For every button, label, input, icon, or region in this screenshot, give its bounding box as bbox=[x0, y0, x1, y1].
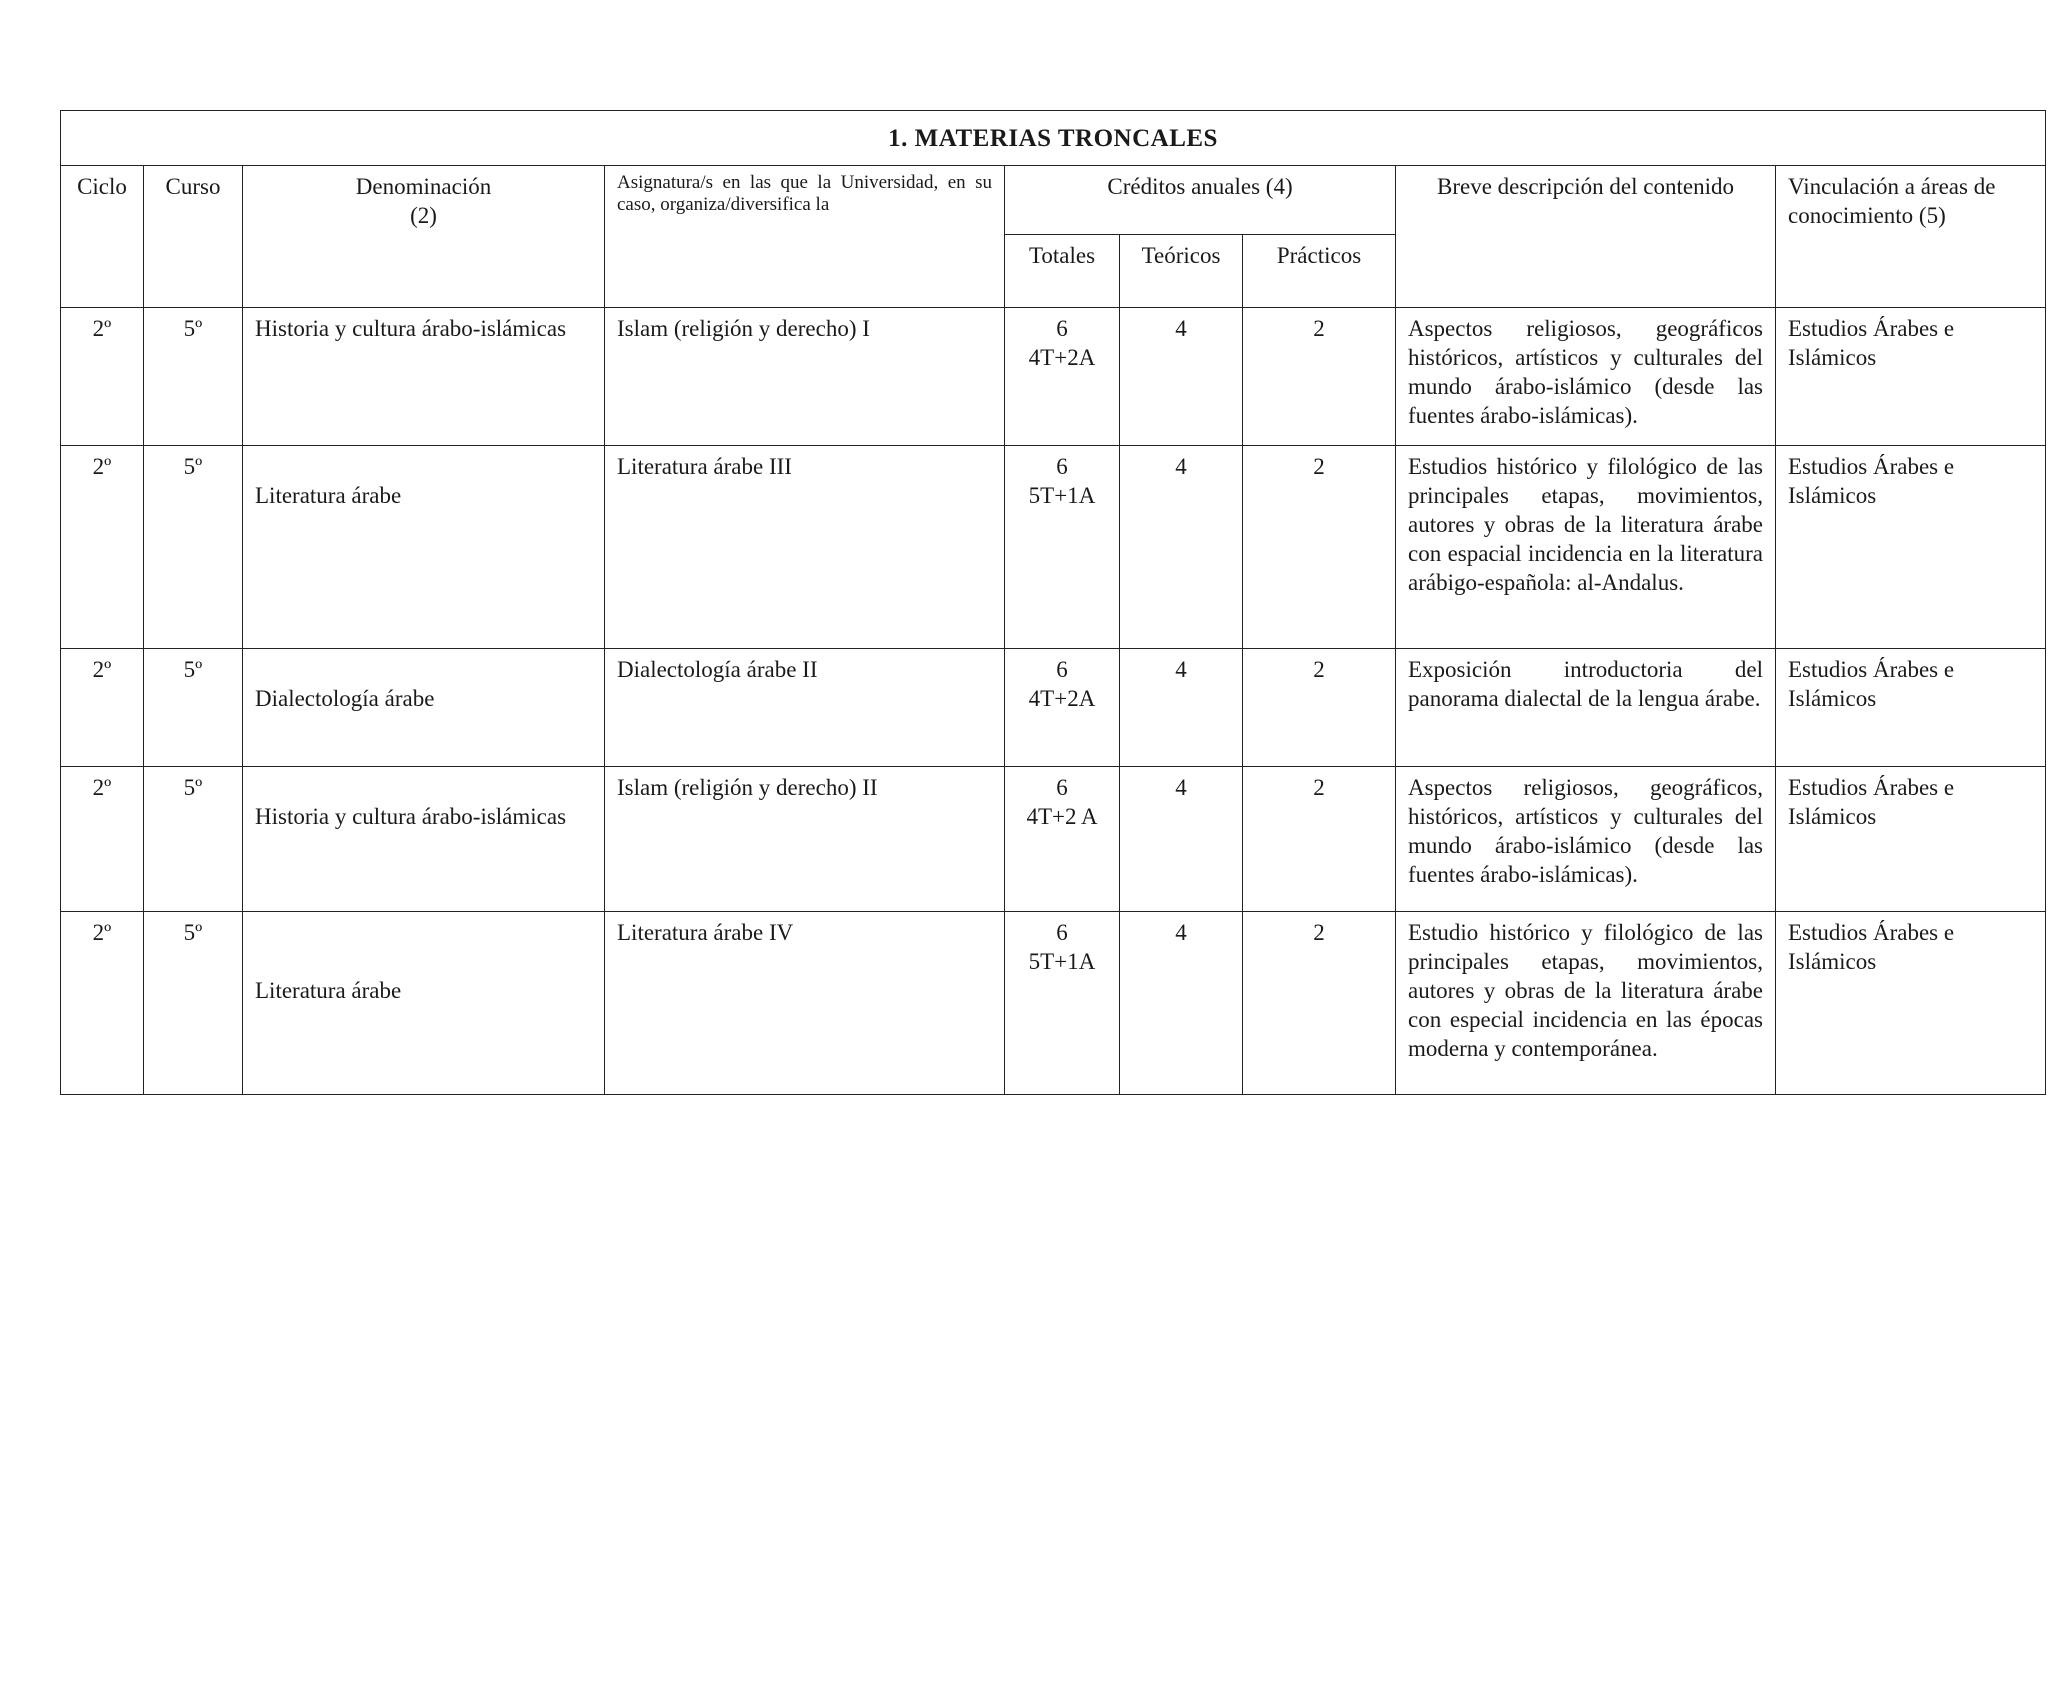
header-row bbox=[61, 166, 2046, 235]
cell-ciclo: 2º bbox=[61, 767, 144, 912]
spacer bbox=[255, 452, 592, 481]
cell-denominacion bbox=[243, 446, 605, 649]
cell-totales bbox=[1005, 308, 1120, 446]
cell-vinculacion: Estudios Árabes e Islámicos bbox=[1776, 308, 2046, 446]
cell-descripcion: Aspectos religiosos, geográficos, históricos, artísticos y culturales del mundo árabo-islámico (desde las fuentes árabo-islámicas). bbox=[1396, 767, 1776, 912]
cell-curso: 5º bbox=[144, 446, 243, 649]
cell-descripcion: Estudios histórico y filológico de las principales etapas, movimientos, autores y obras de la literatura árabe con espacial incidencia en la literatura arábigo-española: al-Andalus. bbox=[1396, 446, 1776, 649]
header-denominacion-label: Denominación bbox=[355, 174, 492, 199]
cell-asignatura: Islam (religión y derecho) II bbox=[605, 767, 1005, 912]
cell-totales-detail: 4T+2A bbox=[1028, 686, 1096, 711]
cell-teoricos: 4 bbox=[1120, 308, 1243, 446]
table-row bbox=[61, 912, 2046, 1095]
cell-denominacion-text: Literatura árabe bbox=[255, 978, 402, 1003]
cell-teoricos: 4 bbox=[1120, 767, 1243, 912]
document-page bbox=[60, 110, 2045, 1095]
cell-totales bbox=[1005, 767, 1120, 912]
cell-denominacion-text: Dialectología árabe bbox=[255, 686, 435, 711]
cell-asignatura: Islam (religión y derecho) I bbox=[605, 308, 1005, 446]
cell-teoricos: 4 bbox=[1120, 446, 1243, 649]
cell-descripcion: Exposición introductoria del panorama dialectal de la lengua árabe. bbox=[1396, 649, 1776, 767]
cell-denominacion bbox=[243, 767, 605, 912]
header-denominacion bbox=[243, 166, 605, 308]
cell-totales-value: 6 bbox=[1056, 775, 1068, 800]
table-row bbox=[61, 446, 2046, 649]
cell-descripcion: Aspectos religiosos, geográficos históricos, artísticos y culturales del mundo árabo-islámico (desde las fuentes árabo-islámicas). bbox=[1396, 308, 1776, 446]
cell-totales-detail: 5T+1A bbox=[1028, 949, 1096, 974]
cell-ciclo: 2º bbox=[61, 308, 144, 446]
header-creditos: Créditos anuales (4) bbox=[1005, 166, 1396, 235]
cell-teoricos: 4 bbox=[1120, 649, 1243, 767]
header-practicos: Prácticos bbox=[1243, 235, 1396, 308]
header-curso: Curso bbox=[144, 166, 243, 308]
header-descripcion: Breve descripción del contenido bbox=[1396, 166, 1776, 308]
cell-totales-value: 6 bbox=[1056, 657, 1068, 682]
cell-totales-detail: 5T+1A bbox=[1028, 483, 1096, 508]
header-asignatura: Asignatura/s en las que la Universidad, en su caso, organiza/diversifica la bbox=[605, 166, 1005, 308]
header-denominacion-note: (2) bbox=[410, 203, 437, 228]
cell-descripcion: Estudio histórico y filológico de las principales etapas, movimientos, autores y obras de la literatura árabe con especial incidencia en las épocas moderna y contemporánea. bbox=[1396, 912, 1776, 1095]
cell-denominacion bbox=[243, 912, 605, 1095]
cell-asignatura: Dialectología árabe II bbox=[605, 649, 1005, 767]
cell-curso: 5º bbox=[144, 767, 243, 912]
cell-teoricos: 4 bbox=[1120, 912, 1243, 1095]
header-teoricos: Teóricos bbox=[1120, 235, 1243, 308]
cell-practicos: 2 bbox=[1243, 649, 1396, 767]
cell-totales-value: 6 bbox=[1056, 316, 1068, 341]
cell-practicos: 2 bbox=[1243, 912, 1396, 1095]
spacer bbox=[255, 773, 592, 802]
cell-ciclo: 2º bbox=[61, 912, 144, 1095]
cell-vinculacion: Estudios Árabes e Islámicos bbox=[1776, 912, 2046, 1095]
table-title: 1. MATERIAS TRONCALES bbox=[61, 111, 2046, 166]
cell-totales bbox=[1005, 912, 1120, 1095]
header-totales: Totales bbox=[1005, 235, 1120, 308]
table-row bbox=[61, 767, 2046, 912]
cell-asignatura: Literatura árabe IV bbox=[605, 912, 1005, 1095]
cell-curso: 5º bbox=[144, 912, 243, 1095]
header-vinculacion: Vinculación a áreas de conocimiento (5) bbox=[1776, 166, 2046, 308]
cell-totales-detail: 4T+2 A bbox=[1026, 804, 1098, 829]
cell-denominacion bbox=[243, 649, 605, 767]
table-title-row bbox=[61, 111, 2046, 166]
cell-totales bbox=[1005, 649, 1120, 767]
cell-totales-value: 6 bbox=[1056, 454, 1068, 479]
cell-denominacion-text: Literatura árabe bbox=[255, 483, 402, 508]
cell-curso: 5º bbox=[144, 308, 243, 446]
cell-practicos: 2 bbox=[1243, 446, 1396, 649]
cell-denominacion: Historia y cultura árabo-islámicas bbox=[243, 308, 605, 446]
cell-totales-detail: 4T+2A bbox=[1028, 345, 1096, 370]
cell-totales-value: 6 bbox=[1056, 920, 1068, 945]
spacer bbox=[255, 655, 592, 684]
cell-vinculacion: Estudios Árabes e Islámicos bbox=[1776, 446, 2046, 649]
cell-curso: 5º bbox=[144, 649, 243, 767]
cell-practicos: 2 bbox=[1243, 308, 1396, 446]
spacer bbox=[255, 918, 592, 976]
header-ciclo: Ciclo bbox=[61, 166, 144, 308]
table-row bbox=[61, 649, 2046, 767]
cell-asignatura: Literatura árabe III bbox=[605, 446, 1005, 649]
cell-denominacion-text: Historia y cultura árabo-islámicas bbox=[255, 804, 567, 829]
cell-ciclo: 2º bbox=[61, 446, 144, 649]
table-row bbox=[61, 308, 2046, 446]
cell-vinculacion: Estudios Árabes e Islámicos bbox=[1776, 649, 2046, 767]
cell-totales bbox=[1005, 446, 1120, 649]
cell-ciclo: 2º bbox=[61, 649, 144, 767]
cell-vinculacion: Estudios Árabes e Islámicos bbox=[1776, 767, 2046, 912]
cell-practicos: 2 bbox=[1243, 767, 1396, 912]
materias-troncales-table bbox=[60, 110, 2046, 1095]
